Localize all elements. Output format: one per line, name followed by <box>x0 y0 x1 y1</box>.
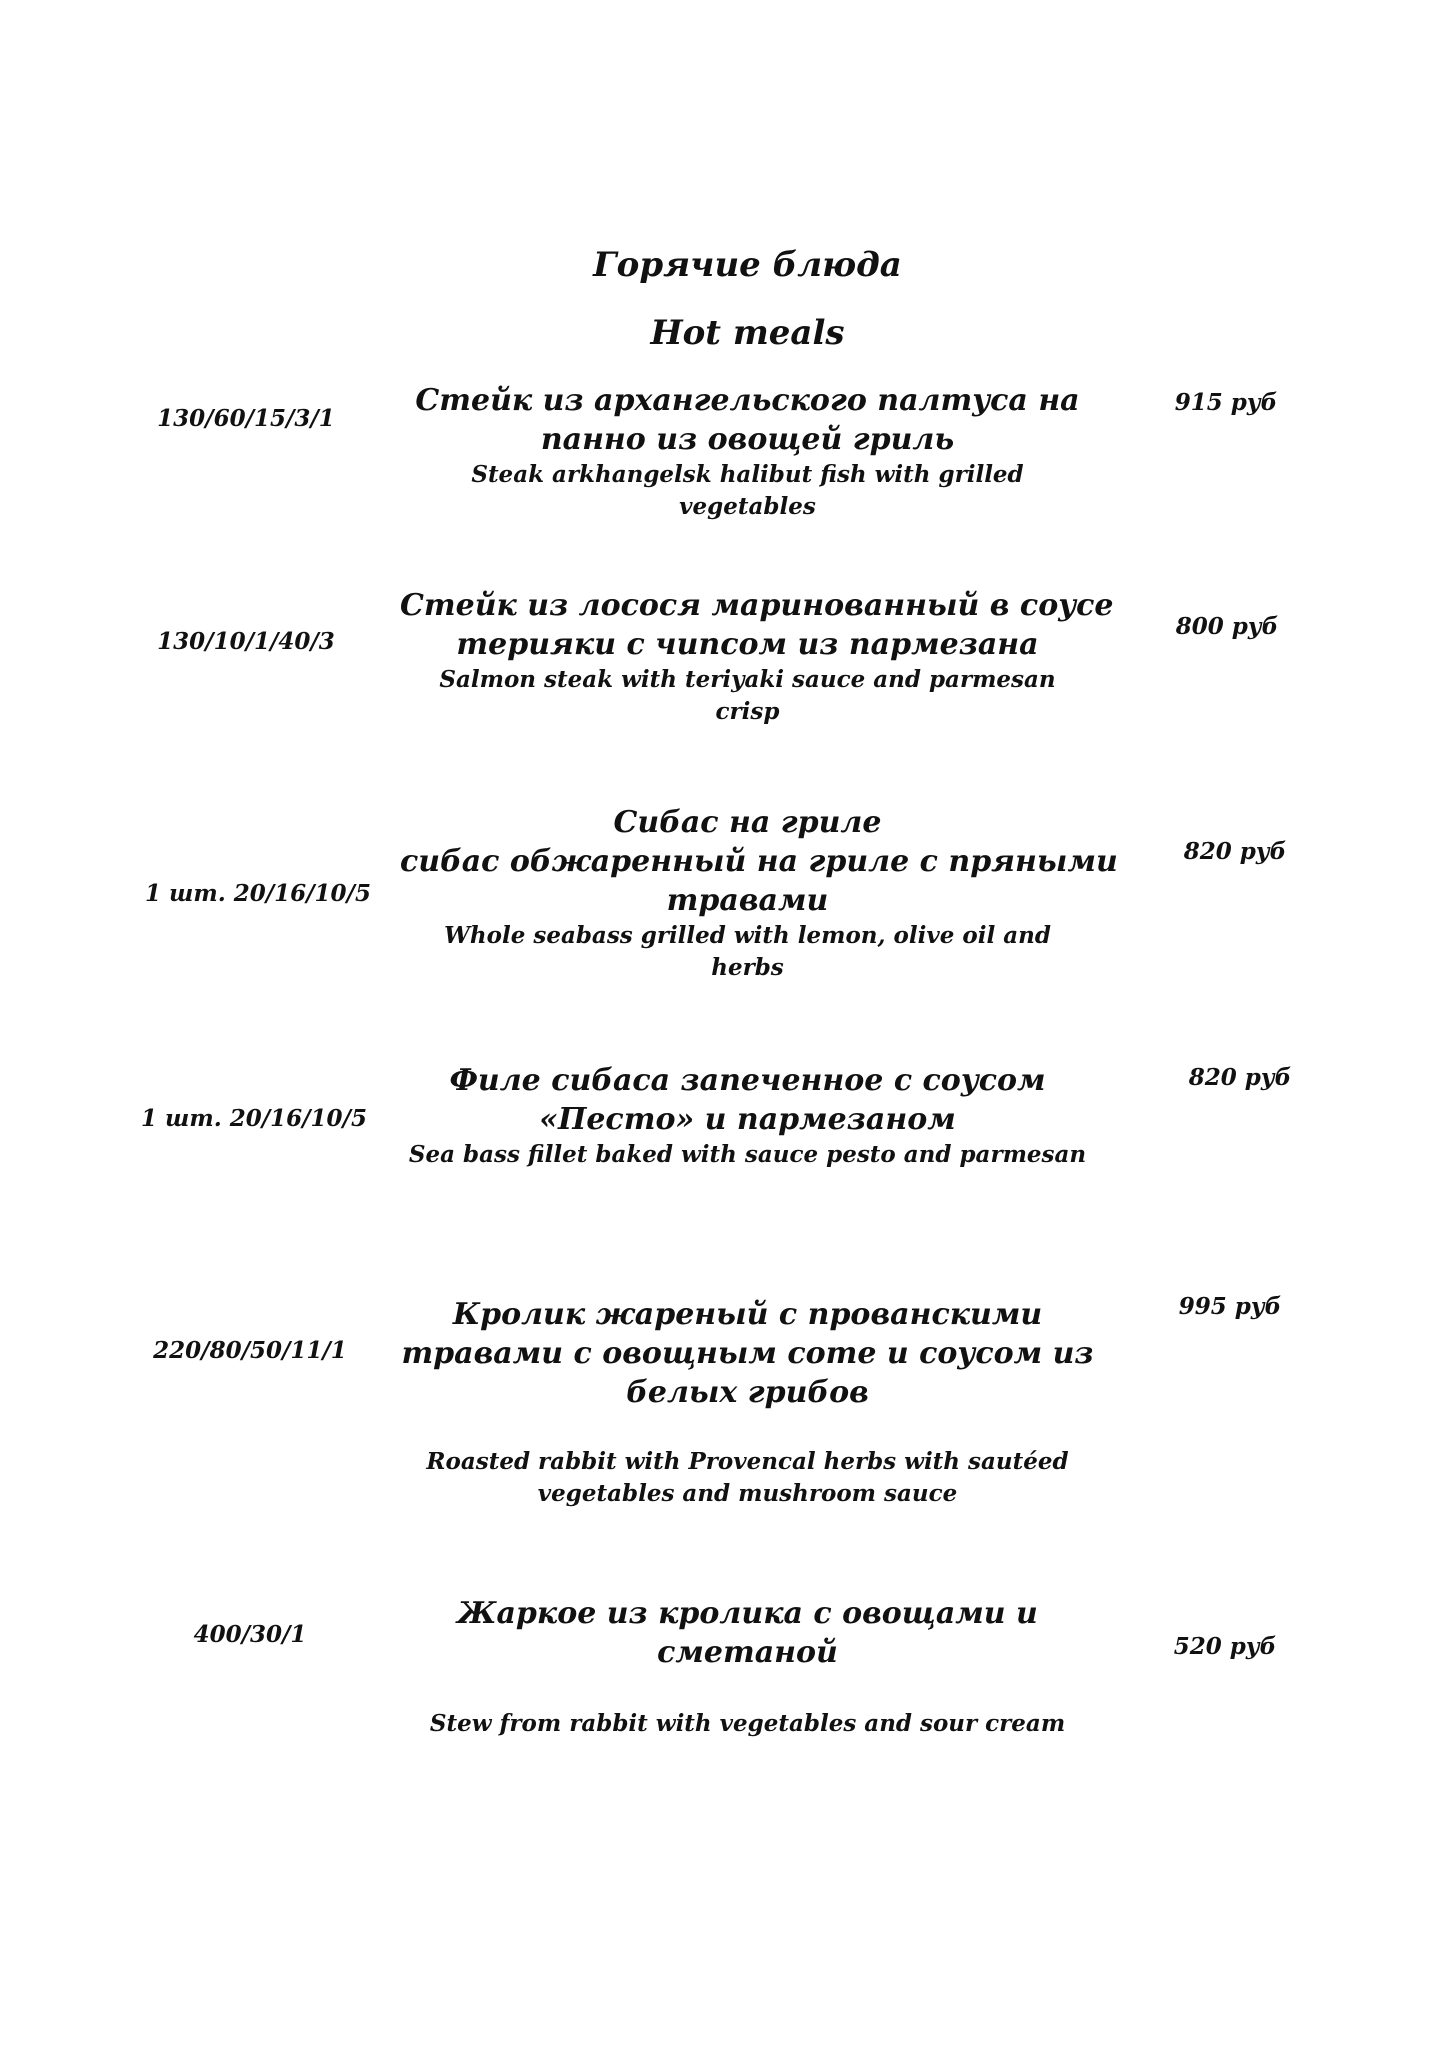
item-price: 820 руб <box>1183 838 1287 865</box>
item-name-en-line: vegetables and mushroom sauce <box>537 1480 958 1507</box>
item-name-en-line: crisp <box>715 698 780 725</box>
menu-item <box>400 586 1114 728</box>
item-name-ru-line: панно из овощей гриль <box>540 422 955 457</box>
item-name-ru-line: травами <box>666 883 829 918</box>
item-name-ru-line: Филе сибаса запеченное с соусом <box>449 1063 1046 1098</box>
item-name-en-line: Sea bass fillet baked with sauce pesto and parmesan <box>408 1141 1087 1168</box>
item-name-ru-line: белых грибов <box>626 1375 869 1410</box>
item-name-ru-line: Сибас на гриле <box>613 805 882 840</box>
page-title-en: Hot meals <box>650 313 845 353</box>
item-weight: 400/30/1 <box>193 1621 307 1648</box>
item-name-en-line: Stew from rabbit with vegetables and sour cream <box>429 1710 1066 1737</box>
item-name-ru-line: Жаркое из кролика с овощами и <box>457 1596 1038 1631</box>
menu-item <box>400 803 1118 984</box>
item-name-ru-line: «Песто» и пармезаном <box>539 1102 956 1137</box>
item-name-en-line: Salmon steak with teriyaki sauce and parmesan <box>439 666 1056 693</box>
item-name-ru-line: Кролик жареный с прованскими <box>452 1297 1043 1332</box>
item-weight: 130/10/1/40/3 <box>157 628 335 655</box>
item-name-ru-line: Стейк из архангельского палтуса на <box>415 383 1080 418</box>
item-weight: 1 шт. 20/16/10/5 <box>141 1105 367 1132</box>
item-price: 520 руб <box>1173 1633 1277 1660</box>
item-name-ru-line: травами с овощным соте и соусом из <box>401 1336 1094 1371</box>
item-price: 800 руб <box>1175 613 1279 640</box>
item-name-ru-line: Стейк из лосося маринованный в соусе <box>400 588 1114 623</box>
item-weight: 220/80/50/11/1 <box>153 1337 347 1364</box>
item-weight: 1 шт. 20/16/10/5 <box>145 880 371 907</box>
item-name-ru-line: сибас обжаренный на гриле с пряными <box>400 844 1118 879</box>
item-name-en-line: Whole seabass grilled with lemon, olive oil and <box>444 922 1051 949</box>
item-name-ru-line: терияки с чипсом из пармезана <box>456 627 1039 662</box>
menu-item <box>400 381 1095 523</box>
item-name-en-line: herbs <box>711 954 784 981</box>
item-price: 820 руб <box>1188 1064 1292 1091</box>
item-price: 915 руб <box>1174 389 1278 416</box>
item-name-en-line: vegetables <box>679 493 816 520</box>
menu-item <box>400 1594 1095 1740</box>
item-weight: 130/60/15/3/1 <box>157 405 335 432</box>
menu-item <box>400 1061 1095 1171</box>
menu-item <box>400 1295 1095 1510</box>
item-name-en-line: Steak arkhangelsk halibut fish with grilled <box>471 461 1024 488</box>
page-title-ru: Горячие блюда <box>593 245 902 285</box>
item-price: 995 руб <box>1178 1293 1282 1320</box>
item-name-ru-line: сметаной <box>657 1635 838 1670</box>
item-name-en-line: Roasted rabbit with Provencal herbs with sautéed <box>426 1448 1069 1475</box>
